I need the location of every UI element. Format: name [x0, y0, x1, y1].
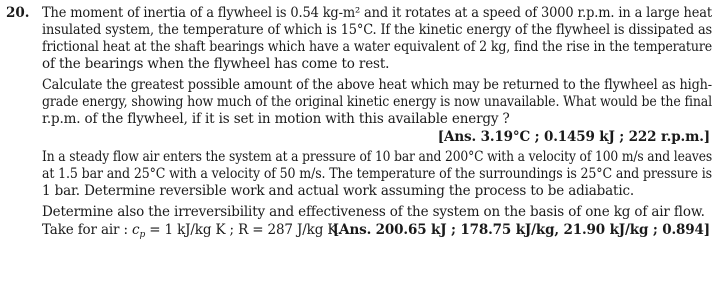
problem-number: 20.: [6, 5, 30, 21]
para1-line-2: insulated system, the temperature of which is 15°C. If the kinetic energy of the flywheel is dissipated as: [42, 22, 713, 38]
answer-2: [Ans. 200.65 kJ ; 178.75 kJ/kg, 21.90 kJ/kg ; 0.894]: [332, 222, 710, 238]
para1-line-3: frictional heat at the shaft bearings which have a water equivalent of 2 kg, find the rise in the temperature: [42, 39, 713, 55]
take-for-air-line: [42, 222, 341, 244]
para3-line-3: 1 bar. Determine reversible work and actual work assuming the process to be adiabatic.: [42, 183, 635, 199]
para3-line-2: at 1.5 bar and 25°C with a velocity of 50 m/s. The temperature of the surroundings is 25°C and pressure is: [42, 166, 712, 182]
para2-line-2: grade energy, showing how much of the original kinetic energy is now unavailable. What would be the final: [42, 94, 713, 110]
cp-subscript: p: [139, 230, 146, 240]
para1-line-4: of the bearings when the flywheel has come to rest.: [42, 56, 390, 72]
take-for-air-prefix: Take for air :: [42, 222, 133, 238]
take-for-air-values: = 1 kJ/kg K ; R = 287 J/kg K.: [145, 222, 342, 238]
cp-symbol: c: [132, 222, 140, 238]
para2-line-3: r.p.m. of the flywheel, if it is set in motion with this available energy ?: [42, 111, 510, 127]
para1-line-1: The moment of inertia of a flywheel is 0.54 kg-m² and it rotates at a speed of 3000 r.p.m. in a large heat: [42, 5, 712, 21]
para2-line-1: Calculate the greatest possible amount of the above heat which may be returned to the flywheel as high-: [42, 77, 712, 93]
para4-line: Determine also the irreversibility and effectiveness of the system on the basis of one kg of air flow.: [42, 204, 705, 220]
answer-1: [Ans. 3.19°C ; 0.1459 kJ ; 222 r.p.m.]: [437, 129, 710, 145]
para3-line-1: In a steady flow air enters the system at a pressure of 10 bar and 200°C with a velocity of 100 m/s and leaves: [42, 149, 713, 165]
